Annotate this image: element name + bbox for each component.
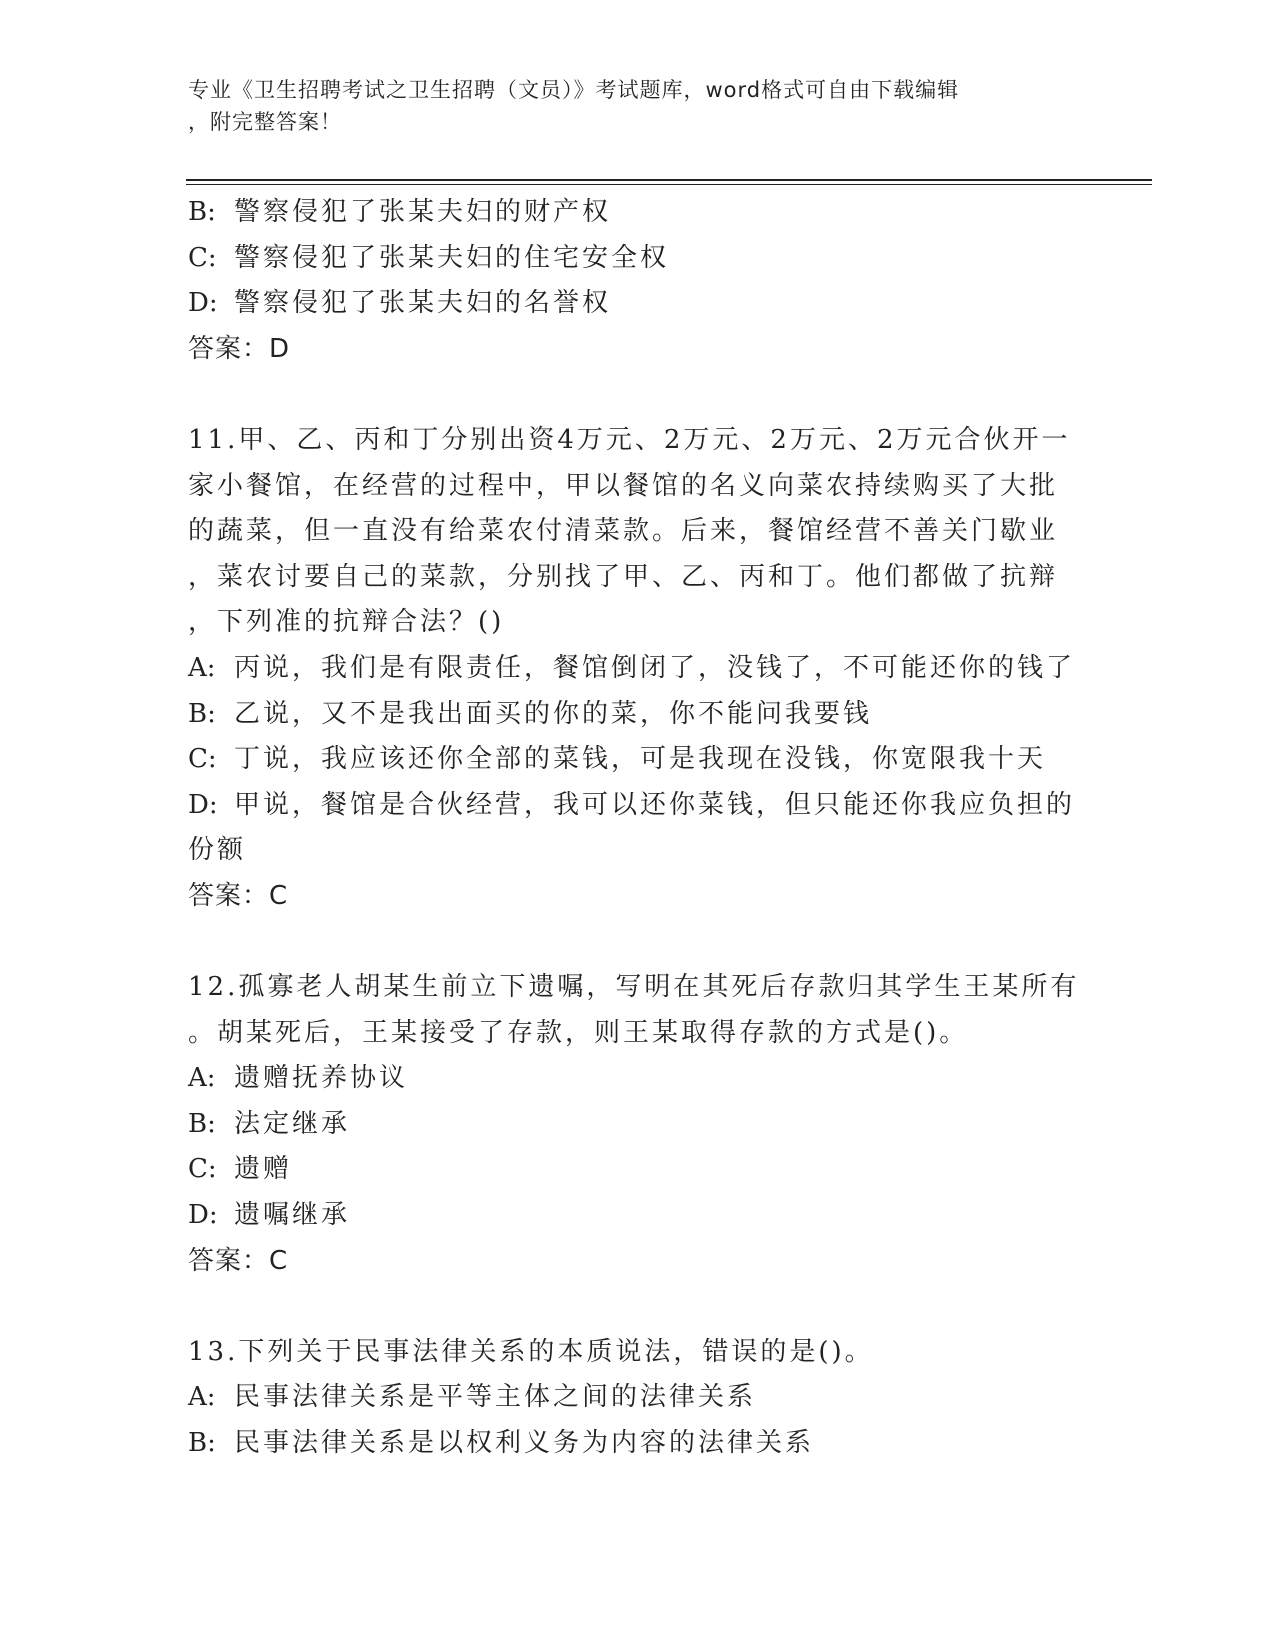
- header-title-line2: ，附完整答案！: [188, 110, 342, 134]
- option-a: A: 遗赠抚养协议: [188, 1063, 409, 1094]
- question-stem-line: 家小餐馆，在经营的过程中，甲以餐馆的名义向菜农持续购买了大批: [188, 470, 1059, 501]
- option-d: D: 甲说，餐馆是合伙经营，我可以还你菜钱，但只能还你我应负担的: [188, 789, 1076, 820]
- document-header: [188, 74, 1068, 138]
- option-b: B: 民事法律关系是以权利义务为内容的法律关系: [188, 1428, 815, 1459]
- question-stem-line: 11.甲、乙、丙和丁分别出资4万元、2万元、2万元、2万元合伙开一: [188, 424, 1071, 455]
- answer-line: 答案：C: [188, 1245, 289, 1276]
- prev-question: [188, 190, 1088, 372]
- option-d: D: 遗嘱继承: [188, 1200, 351, 1231]
- option-b: B: 法定继承: [188, 1108, 351, 1139]
- question-stem-line: ，下列准的抗辩合法？(): [188, 607, 505, 638]
- question-stem-line: 13.下列关于民事法律关系的本质说法，错误的是()。: [188, 1336, 874, 1367]
- option-a: A: 民事法律关系是平等主体之间的法律关系: [188, 1382, 757, 1413]
- question-stem-line: 的蔬菜，但一直没有给菜农付清菜款。后来，餐馆经营不善关门歇业: [188, 516, 1059, 547]
- option-c: C: 丁说，我应该还你全部的菜钱，可是我现在没钱，你宽限我十天: [188, 744, 1047, 775]
- header-rule-thick: [186, 179, 1152, 181]
- question-stem-line: ，菜农讨要自己的菜款，分别找了甲、乙、丙和丁。他们都做了抗辩: [188, 561, 1059, 592]
- header-rule-thin: [186, 184, 1152, 185]
- answer-line: 答案：C: [188, 880, 289, 911]
- question-11: [188, 418, 1088, 920]
- option-c: C: 警察侵犯了张某夫妇的住宅安全权: [188, 242, 670, 273]
- option-a: A: 丙说，我们是有限责任，餐馆倒闭了，没钱了，不可能还你的钱了: [188, 652, 1076, 683]
- question-stem-line: 12.孤寡老人胡某生前立下遗嘱，写明在其死后存款归其学生王某所有: [188, 972, 1080, 1003]
- option-b: B: 乙说，又不是我出面买的你的菜，你不能问我要钱: [188, 698, 873, 729]
- option-c: C: 遗赠: [188, 1154, 293, 1185]
- header-title-line1: 专业《卫生招聘考试之卫生招聘（文员）》考试题库，word格式可自由下载编辑: [188, 78, 960, 102]
- option-b: B: 警察侵犯了张某夫妇的财产权: [188, 197, 612, 227]
- document-body: [188, 190, 1088, 1467]
- question-12: [188, 965, 1088, 1284]
- question-stem-line: 。胡某死后，王某接受了存款，则王某取得存款的方式是()。: [188, 1017, 969, 1048]
- answer-line: 答案：D: [188, 333, 291, 364]
- option-d: D: 警察侵犯了张某夫妇的名誉权: [188, 288, 612, 319]
- question-13: [188, 1330, 1088, 1467]
- option-d-continued: 份额: [188, 835, 247, 866]
